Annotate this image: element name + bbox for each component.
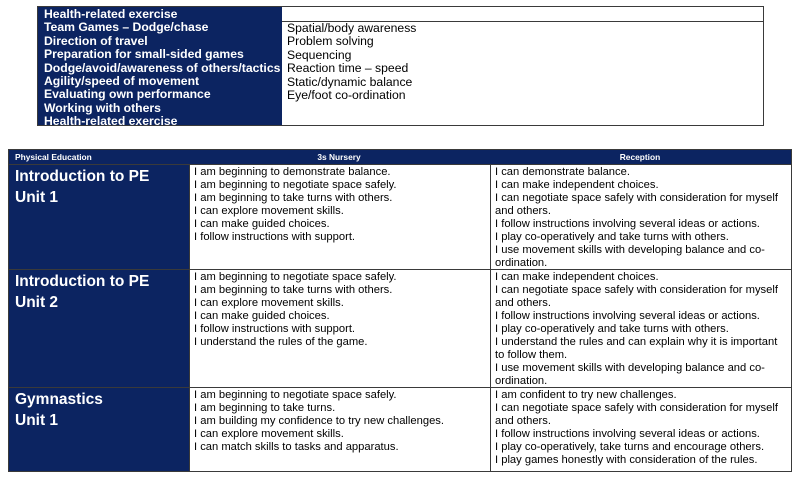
reception-outcomes	[490, 388, 791, 471]
outcome-item: I use movement skills with developing balance and co-ordination.	[495, 362, 765, 387]
pe-outcomes-table	[8, 149, 792, 472]
nursery-outcomes	[189, 270, 490, 387]
outcome-item: I can match skills to tasks and apparatus.	[194, 441, 399, 454]
outcome-item: I am beginning to take turns.	[194, 402, 336, 415]
unit-title-line: Unit 1	[15, 412, 59, 429]
header-physical-education: Physical Education	[15, 152, 92, 162]
header-reception: Reception	[619, 152, 661, 162]
reception-outcomes	[490, 165, 791, 269]
outcome-item: I can make independent choices.	[495, 179, 659, 192]
activity-item: Team Games – Dodge/chase	[44, 20, 209, 35]
unit-title-line: Introduction to PE	[15, 273, 150, 290]
outcome-item: I am beginning to take turns with others.	[194, 192, 393, 205]
activity-item: Agility/speed of movement	[44, 74, 200, 89]
skill-item: Reaction time – speed	[287, 61, 409, 76]
unit-title	[9, 270, 189, 387]
outcome-item: I am beginning to take turns with others.	[194, 284, 393, 297]
unit-title-line: Unit 1	[15, 189, 59, 206]
outcome-item: I play co-operatively and take turns with others.	[495, 323, 729, 336]
unit-title-line: Introduction to PE	[15, 168, 150, 185]
outcome-item: I follow instructions with support.	[194, 323, 356, 336]
outcome-item: I understand the rules of the game.	[194, 336, 368, 349]
outcome-item: I can explore movement skills.	[194, 297, 344, 310]
outcome-item: I am beginning to negotiate space safely.	[194, 179, 397, 192]
unit-title-line: Gymnastics	[15, 391, 103, 408]
outcome-item: I can make independent choices.	[495, 271, 659, 283]
table-row	[9, 269, 791, 387]
outcome-item: I can negotiate space safely with consideration for myself and others.	[495, 402, 778, 428]
nursery-outcomes	[189, 388, 490, 471]
activity-item: Evaluating own performance	[44, 87, 211, 102]
skills-column	[282, 7, 763, 125]
outcome-item: I can make guided choices.	[194, 218, 330, 231]
skills-table	[37, 6, 764, 129]
outcome-item: I follow instructions with support.	[194, 231, 356, 244]
activity-item: Preparation for small-sided games	[44, 47, 244, 62]
outcome-item: I am beginning to demonstrate balance.	[194, 166, 391, 178]
outcome-item: I play co-operatively and take turns with others.	[495, 231, 729, 244]
outcome-item: I am beginning to negotiate space safely.	[194, 389, 397, 401]
outcome-item: I follow instructions involving several ideas or actions.	[495, 310, 760, 323]
activity-item: Health-related exercise	[44, 7, 178, 21]
outcome-item: I can explore movement skills.	[194, 205, 344, 218]
table-header	[9, 150, 791, 164]
outcome-item: I can negotiate space safely with consideration for myself and others.	[495, 192, 778, 218]
skill-item: Spatial/body awareness	[287, 21, 417, 35]
outcome-item: I can make guided choices.	[194, 310, 330, 323]
outcome-item: I can explore movement skills.	[194, 428, 344, 441]
activity-item: Dodge/avoid/awareness of others/tactics	[44, 60, 281, 75]
activity-item: Working with others	[44, 100, 161, 115]
outcome-item: I am building my confidence to try new challenges.	[194, 415, 444, 428]
skill-item: Static/dynamic balance	[287, 74, 413, 89]
nursery-outcomes	[189, 165, 490, 269]
header-nursery: 3s Nursery	[317, 152, 361, 162]
outcome-item: I follow instructions involving several ideas or actions.	[495, 218, 760, 231]
table-row	[9, 387, 791, 471]
unit-title	[9, 165, 189, 269]
unit-title-line: Unit 2	[15, 294, 59, 311]
outcome-item: I can demonstrate balance.	[495, 166, 630, 178]
outcome-item: I understand the rules and can explain why it is important to follow them.	[495, 336, 778, 362]
skill-item: Sequencing	[287, 47, 352, 62]
outcome-item: I am beginning to negotiate space safely.	[194, 271, 397, 283]
outcome-item: I play games honestly with consideration of the rules.	[495, 454, 758, 467]
activity-item: Direction of travel	[44, 33, 148, 48]
outcome-item: I can negotiate space safely with consideration for myself and others.	[495, 284, 778, 310]
outcome-item: I am confident to try new challenges.	[495, 389, 677, 401]
activities-column	[38, 7, 282, 129]
outcome-item: I follow instructions involving several ideas or actions.	[495, 428, 760, 441]
skill-item: Eye/foot co-ordination	[287, 88, 406, 103]
reception-outcomes	[490, 270, 791, 387]
outcome-item: I use movement skills with developing balance and co-ordination.	[495, 244, 765, 269]
skill-item: Problem solving	[287, 34, 374, 49]
unit-title	[9, 388, 189, 471]
activity-item: Health-related exercise	[44, 114, 178, 129]
table-row	[9, 164, 791, 269]
outcome-item: I play co-operatively, take turns and encourage others.	[495, 441, 765, 454]
